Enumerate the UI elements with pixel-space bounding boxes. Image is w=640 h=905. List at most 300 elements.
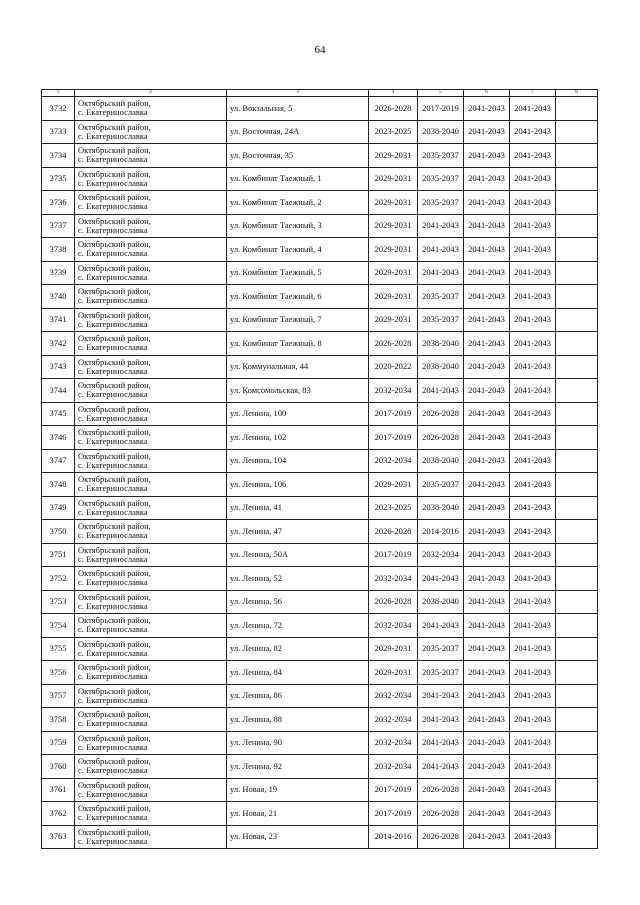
- empty-cell-col8: [556, 637, 598, 661]
- period-cell-col7: 2041-2043: [510, 332, 556, 356]
- table-row: [42, 520, 598, 544]
- period-cell-col4: 2017-2019: [369, 778, 418, 802]
- period-cell-col4: 2014-2016: [369, 825, 418, 849]
- period-cell-col6: 2041-2043: [464, 308, 510, 332]
- table-row: [42, 308, 598, 332]
- row-number-cell: 3761: [42, 778, 75, 802]
- settlement-name: с. Екатеринославка: [78, 365, 148, 376]
- period-cell-col7: 2041-2043: [510, 496, 556, 520]
- row-number-cell: 3749: [42, 496, 75, 520]
- period-cell-col7: 2041-2043: [510, 520, 556, 544]
- period-cell-col7: 2041-2043: [510, 708, 556, 732]
- period-cell-col4: 2032-2034: [369, 684, 418, 708]
- district-name: Октябрьский район,: [78, 427, 151, 438]
- address-cell: ул. Ленина, 41: [227, 496, 369, 520]
- column-number: 6: [464, 90, 510, 97]
- period-cell-col6: 2041-2043: [464, 802, 510, 826]
- period-cell-col6: 2041-2043: [464, 97, 510, 121]
- settlement-name: с. Екатеринославка: [78, 624, 148, 635]
- empty-cell-col8: [556, 708, 598, 732]
- row-number-cell: 3750: [42, 520, 75, 544]
- row-number-cell: 3760: [42, 755, 75, 779]
- address-cell: ул. Ленина, 104: [227, 449, 369, 473]
- district-cell: [75, 825, 227, 849]
- row-number-cell: 3735: [42, 167, 75, 191]
- column-number: 4: [369, 90, 418, 97]
- period-cell-col4: 2032-2034: [369, 379, 418, 403]
- district-name: Октябрьский район,: [78, 356, 151, 367]
- row-number-cell: 3739: [42, 261, 75, 285]
- address-cell: ул. Восточная, 35: [227, 144, 369, 168]
- period-cell-col5: 2038-2040: [418, 355, 464, 379]
- table-row: [42, 285, 598, 309]
- period-cell-col6: 2041-2043: [464, 167, 510, 191]
- district-name: Октябрьский район,: [78, 662, 151, 673]
- settlement-name: с. Екатеринославка: [78, 694, 148, 705]
- row-number-cell: 3743: [42, 355, 75, 379]
- period-cell-col7: 2041-2043: [510, 144, 556, 168]
- district-cell: [75, 120, 227, 144]
- district-name: Октябрьский район,: [78, 732, 151, 743]
- period-cell-col5: 2035-2037: [418, 661, 464, 685]
- empty-cell-col8: [556, 238, 598, 262]
- empty-cell-col8: [556, 567, 598, 591]
- empty-cell-col8: [556, 332, 598, 356]
- period-cell-col5: 2035-2037: [418, 637, 464, 661]
- period-cell-col7: 2041-2043: [510, 590, 556, 614]
- table-row: [42, 778, 598, 802]
- address-cell: ул. Комбинат Таежный, 5: [227, 261, 369, 285]
- row-number-cell: 3737: [42, 214, 75, 238]
- address-cell: ул. Комбинат Таежный, 1: [227, 167, 369, 191]
- table-row: [42, 426, 598, 450]
- period-cell-col4: 2026-2028: [369, 332, 418, 356]
- empty-cell-col8: [556, 426, 598, 450]
- period-cell-col5: 2041-2043: [418, 684, 464, 708]
- district-name: Октябрьский район,: [78, 521, 151, 532]
- settlement-name: с. Екатеринославка: [78, 436, 148, 447]
- period-cell-col6: 2041-2043: [464, 755, 510, 779]
- column-number: 3: [227, 90, 369, 97]
- district-name: Октябрьский район,: [78, 568, 151, 579]
- period-cell-col6: 2041-2043: [464, 402, 510, 426]
- settlement-name: с. Екатеринославка: [78, 671, 148, 682]
- settlement-name: с. Екатеринославка: [78, 201, 148, 212]
- address-cell: ул. Ленина, 52: [227, 567, 369, 591]
- settlement-name: с. Екатеринославка: [78, 483, 148, 494]
- empty-cell-col8: [556, 120, 598, 144]
- table-row: [42, 731, 598, 755]
- period-cell-col7: 2041-2043: [510, 637, 556, 661]
- period-cell-col7: 2041-2043: [510, 684, 556, 708]
- district-cell: [75, 261, 227, 285]
- district-cell: [75, 167, 227, 191]
- table-row: [42, 825, 598, 849]
- row-number-cell: 3756: [42, 661, 75, 685]
- period-cell-col6: 2041-2043: [464, 731, 510, 755]
- row-number-cell: 3748: [42, 473, 75, 497]
- district-cell: [75, 614, 227, 638]
- district-name: Октябрьский район,: [78, 450, 151, 461]
- table-row: [42, 543, 598, 567]
- period-cell-col7: 2041-2043: [510, 355, 556, 379]
- period-cell-col7: 2041-2043: [510, 661, 556, 685]
- period-cell-col6: 2041-2043: [464, 379, 510, 403]
- period-cell-col5: 2032-2034: [418, 543, 464, 567]
- district-cell: [75, 355, 227, 379]
- table-row: [42, 567, 598, 591]
- district-cell: [75, 191, 227, 215]
- period-cell-col4: 2032-2034: [369, 567, 418, 591]
- row-number-cell: 3742: [42, 332, 75, 356]
- period-cell-col4: 2032-2034: [369, 614, 418, 638]
- period-cell-col7: 2041-2043: [510, 379, 556, 403]
- address-cell: ул. Ленина, 56: [227, 590, 369, 614]
- period-cell-col6: 2041-2043: [464, 285, 510, 309]
- district-cell: [75, 637, 227, 661]
- district-name: Октябрьский район,: [78, 98, 151, 109]
- settlement-name: с. Екатеринославка: [78, 718, 148, 729]
- row-number-cell: 3745: [42, 402, 75, 426]
- period-cell-col6: 2041-2043: [464, 520, 510, 544]
- row-number-cell: 3754: [42, 614, 75, 638]
- empty-cell-col8: [556, 496, 598, 520]
- period-cell-col5: 2041-2043: [418, 755, 464, 779]
- settlement-name: с. Екатеринославка: [78, 271, 148, 282]
- address-cell: ул. Комбинат Таежный, 7: [227, 308, 369, 332]
- period-cell-col6: 2041-2043: [464, 637, 510, 661]
- period-cell-col4: 2032-2034: [369, 708, 418, 732]
- schedule-table: [41, 89, 598, 849]
- period-cell-col5: 2041-2043: [418, 379, 464, 403]
- settlement-name: с. Екатеринославка: [78, 224, 148, 235]
- table-row: [42, 590, 598, 614]
- district-cell: [75, 426, 227, 450]
- empty-cell-col8: [556, 802, 598, 826]
- district-name: Октябрьский район,: [78, 826, 151, 837]
- district-cell: [75, 778, 227, 802]
- table-row: [42, 473, 598, 497]
- period-cell-col6: 2041-2043: [464, 496, 510, 520]
- row-number-cell: 3757: [42, 684, 75, 708]
- column-number: 5: [418, 90, 464, 97]
- district-cell: [75, 520, 227, 544]
- address-cell: ул. Комбинат Таежный, 3: [227, 214, 369, 238]
- address-cell: ул. Ленина, 72: [227, 614, 369, 638]
- empty-cell-col8: [556, 755, 598, 779]
- period-cell-col7: 2041-2043: [510, 285, 556, 309]
- period-cell-col6: 2041-2043: [464, 543, 510, 567]
- period-cell-col4: 2026-2028: [369, 590, 418, 614]
- period-cell-col7: 2041-2043: [510, 167, 556, 191]
- row-number-cell: 3759: [42, 731, 75, 755]
- empty-cell-col8: [556, 684, 598, 708]
- settlement-name: с. Екатеринославка: [78, 812, 148, 823]
- row-number-cell: 3734: [42, 144, 75, 168]
- district-cell: [75, 708, 227, 732]
- district-name: Октябрьский район,: [78, 215, 151, 226]
- district-cell: [75, 449, 227, 473]
- settlement-name: с. Екатеринославка: [78, 342, 148, 353]
- settlement-name: с. Екатеринославка: [78, 389, 148, 400]
- empty-cell-col8: [556, 778, 598, 802]
- settlement-name: с. Екатеринославка: [78, 788, 148, 799]
- district-name: Октябрьский район,: [78, 497, 151, 508]
- district-cell: [75, 496, 227, 520]
- period-cell-col4: 2020-2022: [369, 355, 418, 379]
- period-cell-col5: 2041-2043: [418, 238, 464, 262]
- empty-cell-col8: [556, 731, 598, 755]
- period-cell-col7: 2041-2043: [510, 614, 556, 638]
- period-cell-col5: 2035-2037: [418, 144, 464, 168]
- table-row: [42, 402, 598, 426]
- district-cell: [75, 238, 227, 262]
- empty-cell-col8: [556, 614, 598, 638]
- column-number: 1: [42, 90, 75, 97]
- district-name: Октябрьский район,: [78, 380, 151, 391]
- empty-cell-col8: [556, 355, 598, 379]
- period-cell-col7: 2041-2043: [510, 778, 556, 802]
- period-cell-col6: 2041-2043: [464, 191, 510, 215]
- period-cell-col6: 2041-2043: [464, 355, 510, 379]
- period-cell-col6: 2041-2043: [464, 449, 510, 473]
- period-cell-col5: 2038-2040: [418, 120, 464, 144]
- row-number-cell: 3738: [42, 238, 75, 262]
- row-number-cell: 3755: [42, 637, 75, 661]
- settlement-name: с. Екатеринославка: [78, 765, 148, 776]
- period-cell-col5: 2035-2037: [418, 473, 464, 497]
- settlement-name: с. Екатеринославка: [78, 459, 148, 470]
- district-name: Октябрьский район,: [78, 709, 151, 720]
- period-cell-col4: 2032-2034: [369, 755, 418, 779]
- period-cell-col6: 2041-2043: [464, 473, 510, 497]
- period-cell-col4: 2023-2025: [369, 496, 418, 520]
- settlement-name: с. Екатеринославка: [78, 741, 148, 752]
- period-cell-col5: 2038-2040: [418, 496, 464, 520]
- empty-cell-col8: [556, 473, 598, 497]
- settlement-name: с. Екатеринославка: [78, 130, 148, 141]
- district-name: Октябрьский район,: [78, 638, 151, 649]
- period-cell-col4: 2017-2019: [369, 402, 418, 426]
- district-name: Октябрьский район,: [78, 615, 151, 626]
- row-number-cell: 3753: [42, 590, 75, 614]
- settlement-name: с. Екатеринославка: [78, 647, 148, 658]
- period-cell-col6: 2041-2043: [464, 614, 510, 638]
- settlement-name: с. Екатеринославка: [78, 577, 148, 588]
- column-number: 8: [556, 90, 598, 97]
- settlement-name: с. Екатеринославка: [78, 107, 148, 118]
- table-row: [42, 802, 598, 826]
- period-cell-col7: 2041-2043: [510, 449, 556, 473]
- address-cell: ул. Ленина, 102: [227, 426, 369, 450]
- district-name: Октябрьский район,: [78, 544, 151, 555]
- period-cell-col5: 2035-2037: [418, 308, 464, 332]
- period-cell-col5: 2035-2037: [418, 167, 464, 191]
- district-name: Октябрьский район,: [78, 685, 151, 696]
- row-number-cell: 3733: [42, 120, 75, 144]
- period-cell-col7: 2041-2043: [510, 473, 556, 497]
- table-row: [42, 120, 598, 144]
- district-cell: [75, 543, 227, 567]
- period-cell-col7: 2041-2043: [510, 825, 556, 849]
- period-cell-col5: 2035-2037: [418, 285, 464, 309]
- address-cell: ул. Вокзальная, 5: [227, 97, 369, 121]
- period-cell-col6: 2041-2043: [464, 261, 510, 285]
- period-cell-col5: 2017-2019: [418, 97, 464, 121]
- address-cell: ул. Новая, 23: [227, 825, 369, 849]
- period-cell-col6: 2041-2043: [464, 590, 510, 614]
- table-row: [42, 661, 598, 685]
- period-cell-col5: 2041-2043: [418, 214, 464, 238]
- period-cell-col5: 2041-2043: [418, 261, 464, 285]
- district-cell: [75, 731, 227, 755]
- period-cell-col4: 2029-2031: [369, 661, 418, 685]
- period-cell-col7: 2041-2043: [510, 97, 556, 121]
- empty-cell-col8: [556, 402, 598, 426]
- empty-cell-col8: [556, 379, 598, 403]
- address-cell: ул. Комбинат Таежный, 6: [227, 285, 369, 309]
- period-cell-col5: 2041-2043: [418, 708, 464, 732]
- table-row: [42, 637, 598, 661]
- address-cell: ул. Комбинат Таежный, 8: [227, 332, 369, 356]
- period-cell-col7: 2041-2043: [510, 238, 556, 262]
- settlement-name: с. Екатеринославка: [78, 248, 148, 259]
- settlement-name: с. Екатеринославка: [78, 506, 148, 517]
- period-cell-col4: 2017-2019: [369, 426, 418, 450]
- period-cell-col4: 2029-2031: [369, 285, 418, 309]
- row-number-cell: 3752: [42, 567, 75, 591]
- period-cell-col7: 2041-2043: [510, 802, 556, 826]
- period-cell-col6: 2041-2043: [464, 426, 510, 450]
- district-cell: [75, 567, 227, 591]
- empty-cell-col8: [556, 261, 598, 285]
- settlement-name: с. Екатеринославка: [78, 318, 148, 329]
- row-number-cell: 3746: [42, 426, 75, 450]
- period-cell-col4: 2029-2031: [369, 167, 418, 191]
- address-cell: ул. Ленина, 47: [227, 520, 369, 544]
- row-number-cell: 3740: [42, 285, 75, 309]
- period-cell-col5: 2026-2028: [418, 825, 464, 849]
- empty-cell-col8: [556, 214, 598, 238]
- period-cell-col6: 2041-2043: [464, 661, 510, 685]
- settlement-name: с. Екатеринославка: [78, 530, 148, 541]
- period-cell-col4: 2029-2031: [369, 637, 418, 661]
- district-cell: [75, 144, 227, 168]
- district-cell: [75, 379, 227, 403]
- empty-cell-col8: [556, 167, 598, 191]
- district-cell: [75, 214, 227, 238]
- period-cell-col4: 2029-2031: [369, 308, 418, 332]
- address-cell: ул. Ленина, 88: [227, 708, 369, 732]
- table-row: [42, 684, 598, 708]
- address-cell: ул. Ленина, 50А: [227, 543, 369, 567]
- row-number-cell: 3763: [42, 825, 75, 849]
- settlement-name: с. Екатеринославка: [78, 553, 148, 564]
- period-cell-col6: 2041-2043: [464, 778, 510, 802]
- district-cell: [75, 590, 227, 614]
- period-cell-col7: 2041-2043: [510, 214, 556, 238]
- period-cell-col5: 2041-2043: [418, 614, 464, 638]
- period-cell-col5: 2014-2016: [418, 520, 464, 544]
- district-name: Октябрьский район,: [78, 474, 151, 485]
- address-cell: ул. Ленина, 84: [227, 661, 369, 685]
- period-cell-col4: 2026-2028: [369, 97, 418, 121]
- district-name: Октябрьский район,: [78, 239, 151, 250]
- table-body: [42, 90, 598, 849]
- district-cell: [75, 684, 227, 708]
- period-cell-col5: 2038-2040: [418, 590, 464, 614]
- address-cell: ул. Комсомольская, 83: [227, 379, 369, 403]
- period-cell-col7: 2041-2043: [510, 261, 556, 285]
- period-cell-col6: 2041-2043: [464, 238, 510, 262]
- district-name: Октябрьский район,: [78, 333, 151, 344]
- table-row: [42, 614, 598, 638]
- empty-cell-col8: [556, 144, 598, 168]
- empty-cell-col8: [556, 543, 598, 567]
- row-number-cell: 3758: [42, 708, 75, 732]
- address-cell: ул. Восточная, 24А: [227, 120, 369, 144]
- period-cell-col4: 2029-2031: [369, 261, 418, 285]
- period-cell-col7: 2041-2043: [510, 402, 556, 426]
- period-cell-col6: 2041-2043: [464, 825, 510, 849]
- period-cell-col7: 2041-2043: [510, 120, 556, 144]
- district-name: Октябрьский район,: [78, 591, 151, 602]
- district-cell: [75, 755, 227, 779]
- period-cell-col6: 2041-2043: [464, 684, 510, 708]
- period-cell-col6: 2041-2043: [464, 332, 510, 356]
- row-number-cell: 3747: [42, 449, 75, 473]
- empty-cell-col8: [556, 590, 598, 614]
- period-cell-col4: 2032-2034: [369, 449, 418, 473]
- table-row: [42, 167, 598, 191]
- period-cell-col4: 2029-2031: [369, 191, 418, 215]
- address-cell: ул. Ленина, 106: [227, 473, 369, 497]
- period-cell-col7: 2041-2043: [510, 426, 556, 450]
- district-name: Октябрьский район,: [78, 403, 151, 414]
- district-name: Октябрьский район,: [78, 168, 151, 179]
- period-cell-col5: 2026-2028: [418, 778, 464, 802]
- row-number-cell: 3736: [42, 191, 75, 215]
- address-cell: ул. Ленина, 86: [227, 684, 369, 708]
- district-cell: [75, 97, 227, 121]
- period-cell-col6: 2041-2043: [464, 567, 510, 591]
- column-number: 7: [510, 90, 556, 97]
- period-cell-col5: 2026-2028: [418, 426, 464, 450]
- period-cell-col4: 2026-2028: [369, 520, 418, 544]
- period-cell-col6: 2041-2043: [464, 708, 510, 732]
- table-row: [42, 97, 598, 121]
- empty-cell-col8: [556, 449, 598, 473]
- table-row: [42, 379, 598, 403]
- period-cell-col4: 2017-2019: [369, 543, 418, 567]
- district-name: Октябрьский район,: [78, 756, 151, 767]
- row-number-cell: 3732: [42, 97, 75, 121]
- district-cell: [75, 332, 227, 356]
- empty-cell-col8: [556, 191, 598, 215]
- table-row: [42, 449, 598, 473]
- settlement-name: с. Екатеринославка: [78, 154, 148, 165]
- period-cell-col5: 2038-2040: [418, 332, 464, 356]
- row-number-cell: 3744: [42, 379, 75, 403]
- column-number-row: [42, 90, 598, 97]
- district-name: Октябрьский район,: [78, 309, 151, 320]
- address-cell: ул. Ленина, 100: [227, 402, 369, 426]
- empty-cell-col8: [556, 661, 598, 685]
- period-cell-col5: 2035-2037: [418, 191, 464, 215]
- period-cell-col4: 2029-2031: [369, 144, 418, 168]
- district-name: Октябрьский район,: [78, 262, 151, 273]
- table-row: [42, 144, 598, 168]
